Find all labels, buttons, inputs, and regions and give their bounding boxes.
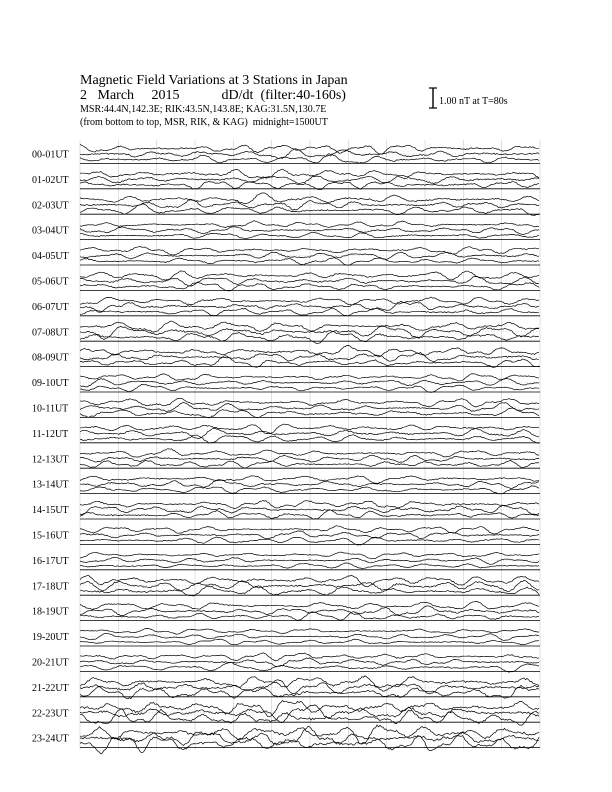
hour-label: 17-18UT <box>32 581 69 593</box>
trace-msr <box>80 408 539 418</box>
trace-msr <box>80 154 539 164</box>
trace-rik <box>80 606 539 616</box>
trace-msr <box>80 563 539 569</box>
hour-label: 23-24UT <box>32 733 69 745</box>
scale-label: 1.00 nT at T=80s <box>439 96 508 107</box>
stations-line: MSR:44.4N,142.3E; RIK:43.5N,143.8E; KAG:31.5N,130.7E <box>80 104 327 115</box>
trace-kag <box>80 476 539 484</box>
trace-msr <box>80 537 539 545</box>
hour-label: 10-11UT <box>32 403 69 415</box>
trace-kag <box>80 629 539 635</box>
trace-msr <box>80 384 539 392</box>
trace-kag <box>80 701 539 717</box>
hour-label: 11-12UT <box>32 428 69 440</box>
scale-bar <box>429 88 437 108</box>
trace-rik <box>80 301 539 312</box>
trace-kag <box>80 374 539 381</box>
trace-msr <box>80 662 539 672</box>
trace-rik <box>80 505 539 515</box>
hour-label: 09-10UT <box>32 378 69 390</box>
trace-kag <box>80 526 539 534</box>
trace-msr <box>80 282 539 291</box>
hour-label: 04-05UT <box>32 251 69 263</box>
trace-rik <box>80 634 539 641</box>
trace-rik <box>80 558 539 565</box>
hour-label: 19-20UT <box>32 632 69 644</box>
hour-label: 13-14UT <box>32 479 69 491</box>
trace-kag <box>80 246 539 255</box>
trace-kag <box>80 424 539 434</box>
trace-kag <box>80 193 539 203</box>
hour-label: 03-04UT <box>32 225 69 237</box>
trace-kag <box>80 725 539 744</box>
trace-kag <box>80 345 539 356</box>
hour-label: 15-16UT <box>32 530 69 542</box>
hour-label: 22-23UT <box>32 708 69 720</box>
date-day: 2 <box>80 88 87 103</box>
trace-kag <box>80 552 539 559</box>
trace-kag <box>80 321 539 332</box>
trace-kag <box>80 271 539 280</box>
trace-kag <box>80 169 539 178</box>
date-year: 2015 <box>151 88 180 103</box>
trace-msr <box>80 232 539 239</box>
hour-label: 18-19UT <box>32 606 69 618</box>
order-note: (from bottom to top, MSR, RIK, & KAG) <box>80 117 248 128</box>
hour-labels <box>32 149 69 744</box>
trace-kag <box>80 449 539 457</box>
trace-kag <box>80 297 539 305</box>
trace-kag <box>80 221 539 228</box>
hour-label: 06-07UT <box>32 301 69 313</box>
trace-rik <box>80 277 539 287</box>
filter-label: (filter:40-160s) <box>260 88 346 103</box>
trace-msr <box>80 510 539 519</box>
hour-label: 07-08UT <box>32 327 69 339</box>
trace-msr <box>80 486 539 494</box>
hour-label: 21-22UT <box>32 682 69 694</box>
hour-label: 02-03UT <box>32 200 69 212</box>
trace-rik <box>80 326 539 340</box>
trace-msr <box>80 331 539 343</box>
hour-label: 14-15UT <box>32 505 69 517</box>
trace-rik <box>80 227 539 235</box>
date-month: March <box>97 88 135 103</box>
hour-label: 12-13UT <box>32 454 69 466</box>
quantity-label: dD/dt <box>221 88 254 103</box>
hour-label: 08-09UT <box>32 352 69 364</box>
hour-label: 20-21UT <box>32 657 69 669</box>
hour-label: 00-01UT <box>32 149 69 161</box>
trace-rik <box>80 658 539 667</box>
trace-kag <box>80 501 539 509</box>
trace-kag <box>80 653 539 661</box>
hour-label: 01-02UT <box>32 174 69 186</box>
trace-msr <box>80 639 539 645</box>
chart-title: Magnetic Field Variations at 3 Stations in Japan <box>80 73 348 88</box>
hour-label: 16-17UT <box>32 555 69 567</box>
trace-kag <box>80 398 539 407</box>
trace-kag <box>80 676 539 688</box>
traces <box>80 145 539 754</box>
trace-msr <box>80 258 539 266</box>
midnight-note: midnight=1500UT <box>252 117 328 128</box>
trace-kag <box>80 145 539 155</box>
hour-label: 05-06UT <box>32 276 69 288</box>
trace-rik <box>80 149 539 159</box>
trace-msr <box>80 308 539 316</box>
